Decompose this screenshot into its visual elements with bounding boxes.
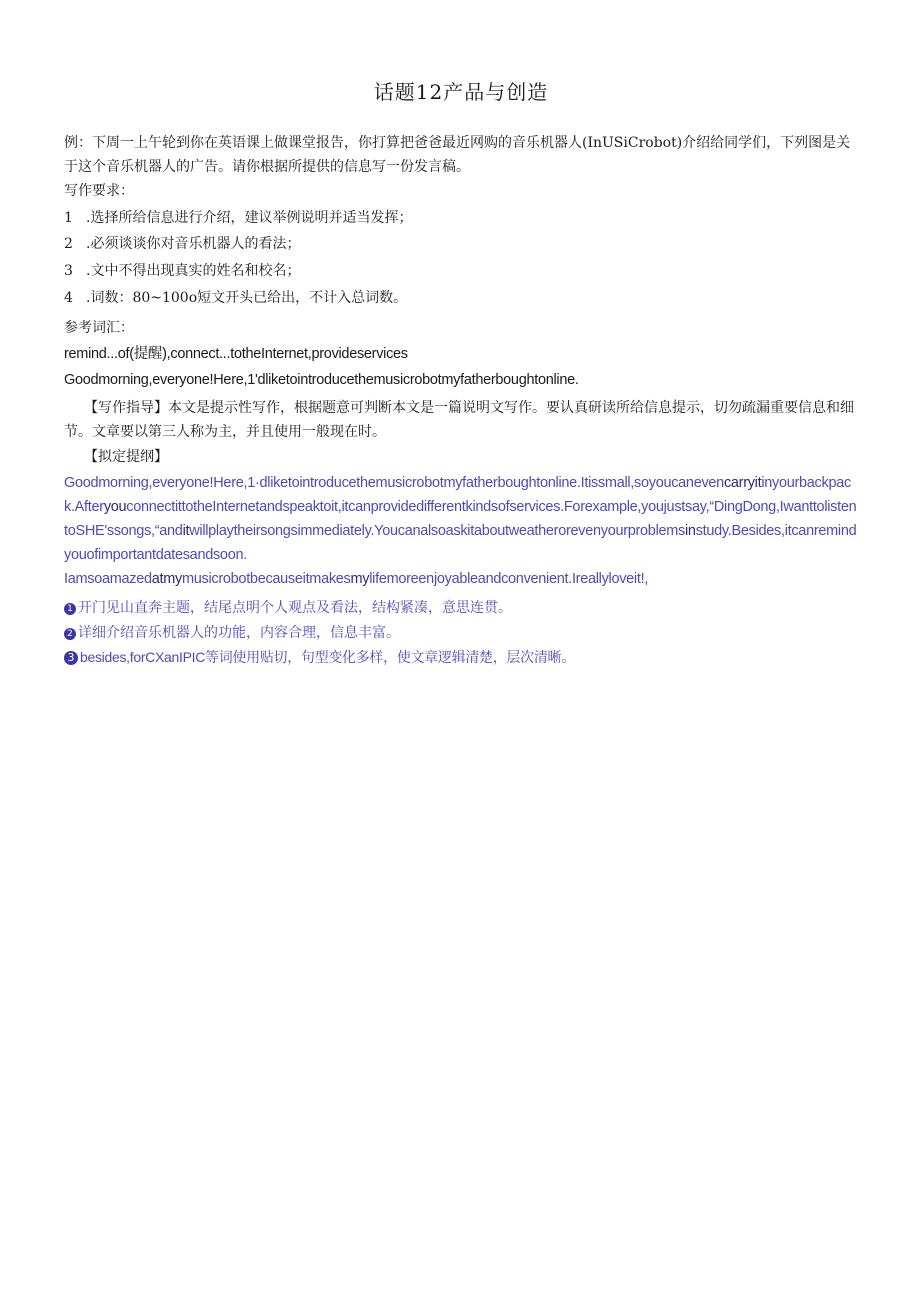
requirement-number: 3 bbox=[64, 263, 73, 279]
requirement-item bbox=[64, 286, 858, 310]
essay-text: study.Besides,itcanremindyouofimportantdatesandsoon. bbox=[64, 523, 857, 563]
vocab-list: remind...of(提醒),connect...totheInternet,provideservices bbox=[64, 346, 408, 362]
essay-text: you bbox=[103, 499, 127, 515]
requirement-number: 1 bbox=[64, 210, 73, 226]
essay-text: Goodmorning,everyone!Here,1·dliketointroducethemusicrobotmyfatherboughtonline.Itissmall,soyoucaneven bbox=[64, 475, 724, 491]
circled-number-icon: 3 bbox=[64, 651, 78, 665]
comment-text: 详细介绍音乐机器人的功能，内容合理，信息丰富。 bbox=[78, 625, 400, 641]
circled-number-icon: 2 bbox=[64, 628, 76, 640]
essay-text: lifemoreenjoyableandconvenient.Ireallyloveit!, bbox=[369, 571, 649, 587]
comment-note bbox=[64, 621, 858, 645]
essay-text: Iamsoamazed bbox=[64, 571, 152, 587]
comment-note bbox=[64, 645, 858, 670]
essay-text: connectittotheInternetandspeaktoit,itcanprovidedifferentkindsofservices.Forexample,youjustsay,“DingDong,IwanttolistentoSHE'ssongs,“and bbox=[64, 499, 857, 539]
essay-text: atmy bbox=[151, 571, 183, 587]
requirement-item bbox=[64, 259, 858, 283]
outline-heading: 【拟定提纲】 bbox=[84, 449, 168, 465]
circled-number-icon: 1 bbox=[64, 603, 76, 615]
requirements-heading: 写作要求： bbox=[64, 183, 134, 199]
essay-text: carryit bbox=[723, 475, 762, 491]
requirement-number: 2 bbox=[64, 236, 73, 252]
essay-text: in bbox=[685, 523, 696, 539]
comment-text: 开门见山直奔主题，结尾点明个人观点及看法，结构紧凑，意思连贯。 bbox=[78, 600, 512, 616]
vocab-heading: 参考词汇： bbox=[64, 320, 134, 336]
comment-note bbox=[64, 596, 858, 620]
essay-text: it bbox=[182, 523, 190, 539]
essay-opening: Goodmorning,everyone!Here,1'dliketointroducethemusicrobotmyfatherboughtonline. bbox=[64, 372, 579, 388]
page-title: 话题12产品与创造 bbox=[373, 80, 549, 104]
requirement-text: .选择所给信息进行介绍，建议举例说明并适当发挥； bbox=[86, 210, 413, 226]
essay-text: willplaytheirsongsimmediately.Youcanalsoaskitaboutweatherorevenyourproblems bbox=[189, 523, 685, 539]
requirement-text: .文中不得出现真实的姓名和校名； bbox=[86, 263, 301, 279]
model-essay bbox=[64, 471, 858, 591]
requirement-text: .词数：80~100o短文开头已给出，不计入总词数。 bbox=[86, 290, 408, 306]
prompt-intro: 例：下周一上午轮到你在英语课上做课堂报告，你打算把爸爸最近网购的音乐机器人(InUSiCrobot)介绍给同学们，下列图是关于这个音乐机器人的广告。请你根据所提供的信息写一份发言稿。 bbox=[64, 135, 851, 175]
requirement-text: .必须谈谈你对音乐机器人的看法； bbox=[86, 236, 301, 252]
comment-text: besides,forCXanIPIC等词使用贴切，句型变化多样，使文章逻辑清楚，层次清晰。 bbox=[80, 649, 575, 665]
requirement-item bbox=[64, 232, 858, 256]
essay-text: my bbox=[350, 571, 370, 587]
writing-guide: 【写作指导】本文是提示性写作，根据题意可判断本文是一篇说明文写作。要认真研读所给信息提示，切勿疏漏重要信息和细节。文章要以第三人称为主，并且使用一般现在时。 bbox=[64, 400, 854, 440]
essay-text: musicrobotbecauseitmakes bbox=[182, 571, 351, 587]
essay-text: inyourbackpack.After bbox=[64, 475, 851, 515]
requirement-item bbox=[64, 206, 858, 230]
requirement-number: 4 bbox=[64, 290, 73, 306]
